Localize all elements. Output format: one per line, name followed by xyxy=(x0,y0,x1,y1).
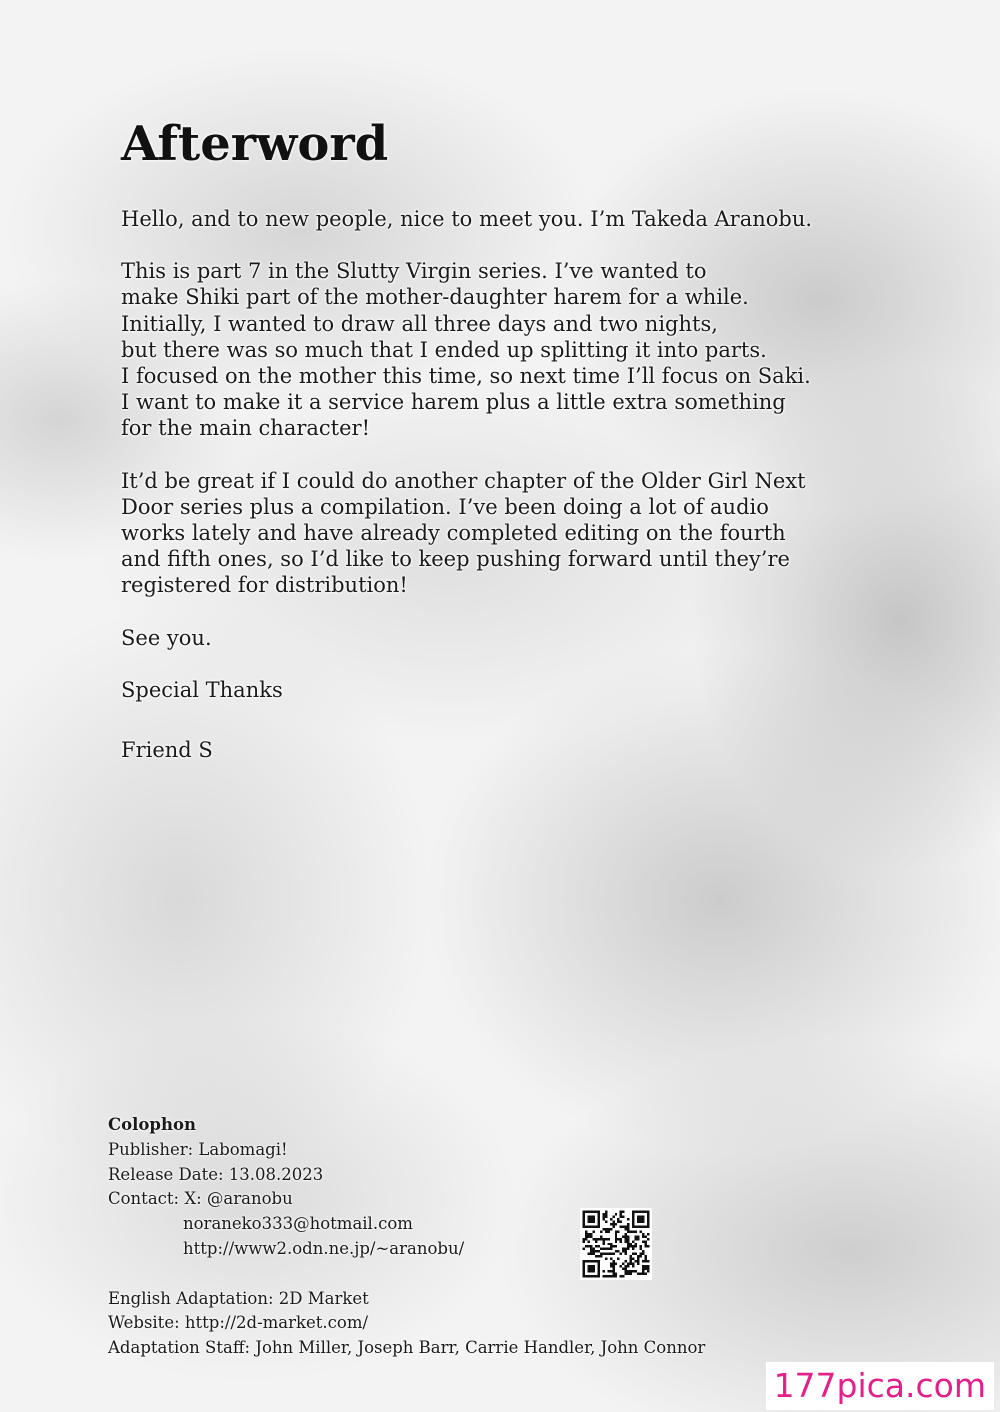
text-line: This is part 7 in the Slutty Virgin series. I’ve wanted to xyxy=(121,259,707,284)
special-thanks: Special Thanks xyxy=(121,677,283,702)
text-line: but there was so much that I ended up splitting it into parts. xyxy=(121,337,767,362)
paragraph-plans xyxy=(121,468,941,599)
text-line: Initially, I wanted to draw all three days and two nights, xyxy=(121,311,718,336)
text-line: and fifth ones, so I’d like to keep pushing forward until they’re xyxy=(121,547,790,572)
paragraph-greeting xyxy=(121,206,941,232)
text-line: works lately and have already completed editing on the fourth xyxy=(121,521,786,546)
watermark: 177pica.com xyxy=(766,1362,994,1410)
qr-code-icon xyxy=(580,1208,652,1280)
publisher: Publisher: Labomagi! xyxy=(108,1139,288,1159)
contact-website: http://www2.odn.ne.jp/~aranobu/ xyxy=(183,1238,465,1258)
paragraph-farewell xyxy=(121,625,941,651)
text-line: make Shiki part of the mother-daughter harem for a while. xyxy=(121,285,749,310)
adaptation-staff: Adaptation Staff: John Miller, Joseph Barr, Carrie Handler, John Connor xyxy=(108,1338,706,1358)
paragraph-series xyxy=(121,258,941,441)
colophon xyxy=(108,1113,748,1361)
contact: Contact: X: @aranobu xyxy=(108,1189,293,1209)
adaptation-website: Website: http://2d-market.com/ xyxy=(108,1313,369,1333)
text-line: registered for distribution! xyxy=(121,573,408,598)
text-line: Door series plus a compilation. I’ve been doing a lot of audio xyxy=(121,494,769,519)
text-line: Hello, and to new people, nice to meet you. I’m Takeda Aranobu. xyxy=(121,207,813,231)
page-title: Afterword xyxy=(121,116,389,172)
english-adaptation: English Adaptation: 2D Market xyxy=(108,1288,369,1308)
text-line: It’d be great if I could do another chapter of the Older Girl Next xyxy=(121,468,806,493)
text-line: for the main character! xyxy=(121,416,371,441)
colophon-heading: Colophon xyxy=(108,1115,196,1134)
text-line: I want to make it a service harem plus a little extra something xyxy=(121,390,786,415)
text-line: I focused on the mother this time, so next time I’ll focus on Saki. xyxy=(121,364,811,389)
afterword-body xyxy=(121,206,941,789)
contact-email: noraneko333@hotmail.com xyxy=(183,1214,413,1234)
text-line: See you. xyxy=(121,625,212,650)
release-date: Release Date: 13.08.2023 xyxy=(108,1164,324,1184)
friend-credit: Friend S xyxy=(121,738,213,763)
